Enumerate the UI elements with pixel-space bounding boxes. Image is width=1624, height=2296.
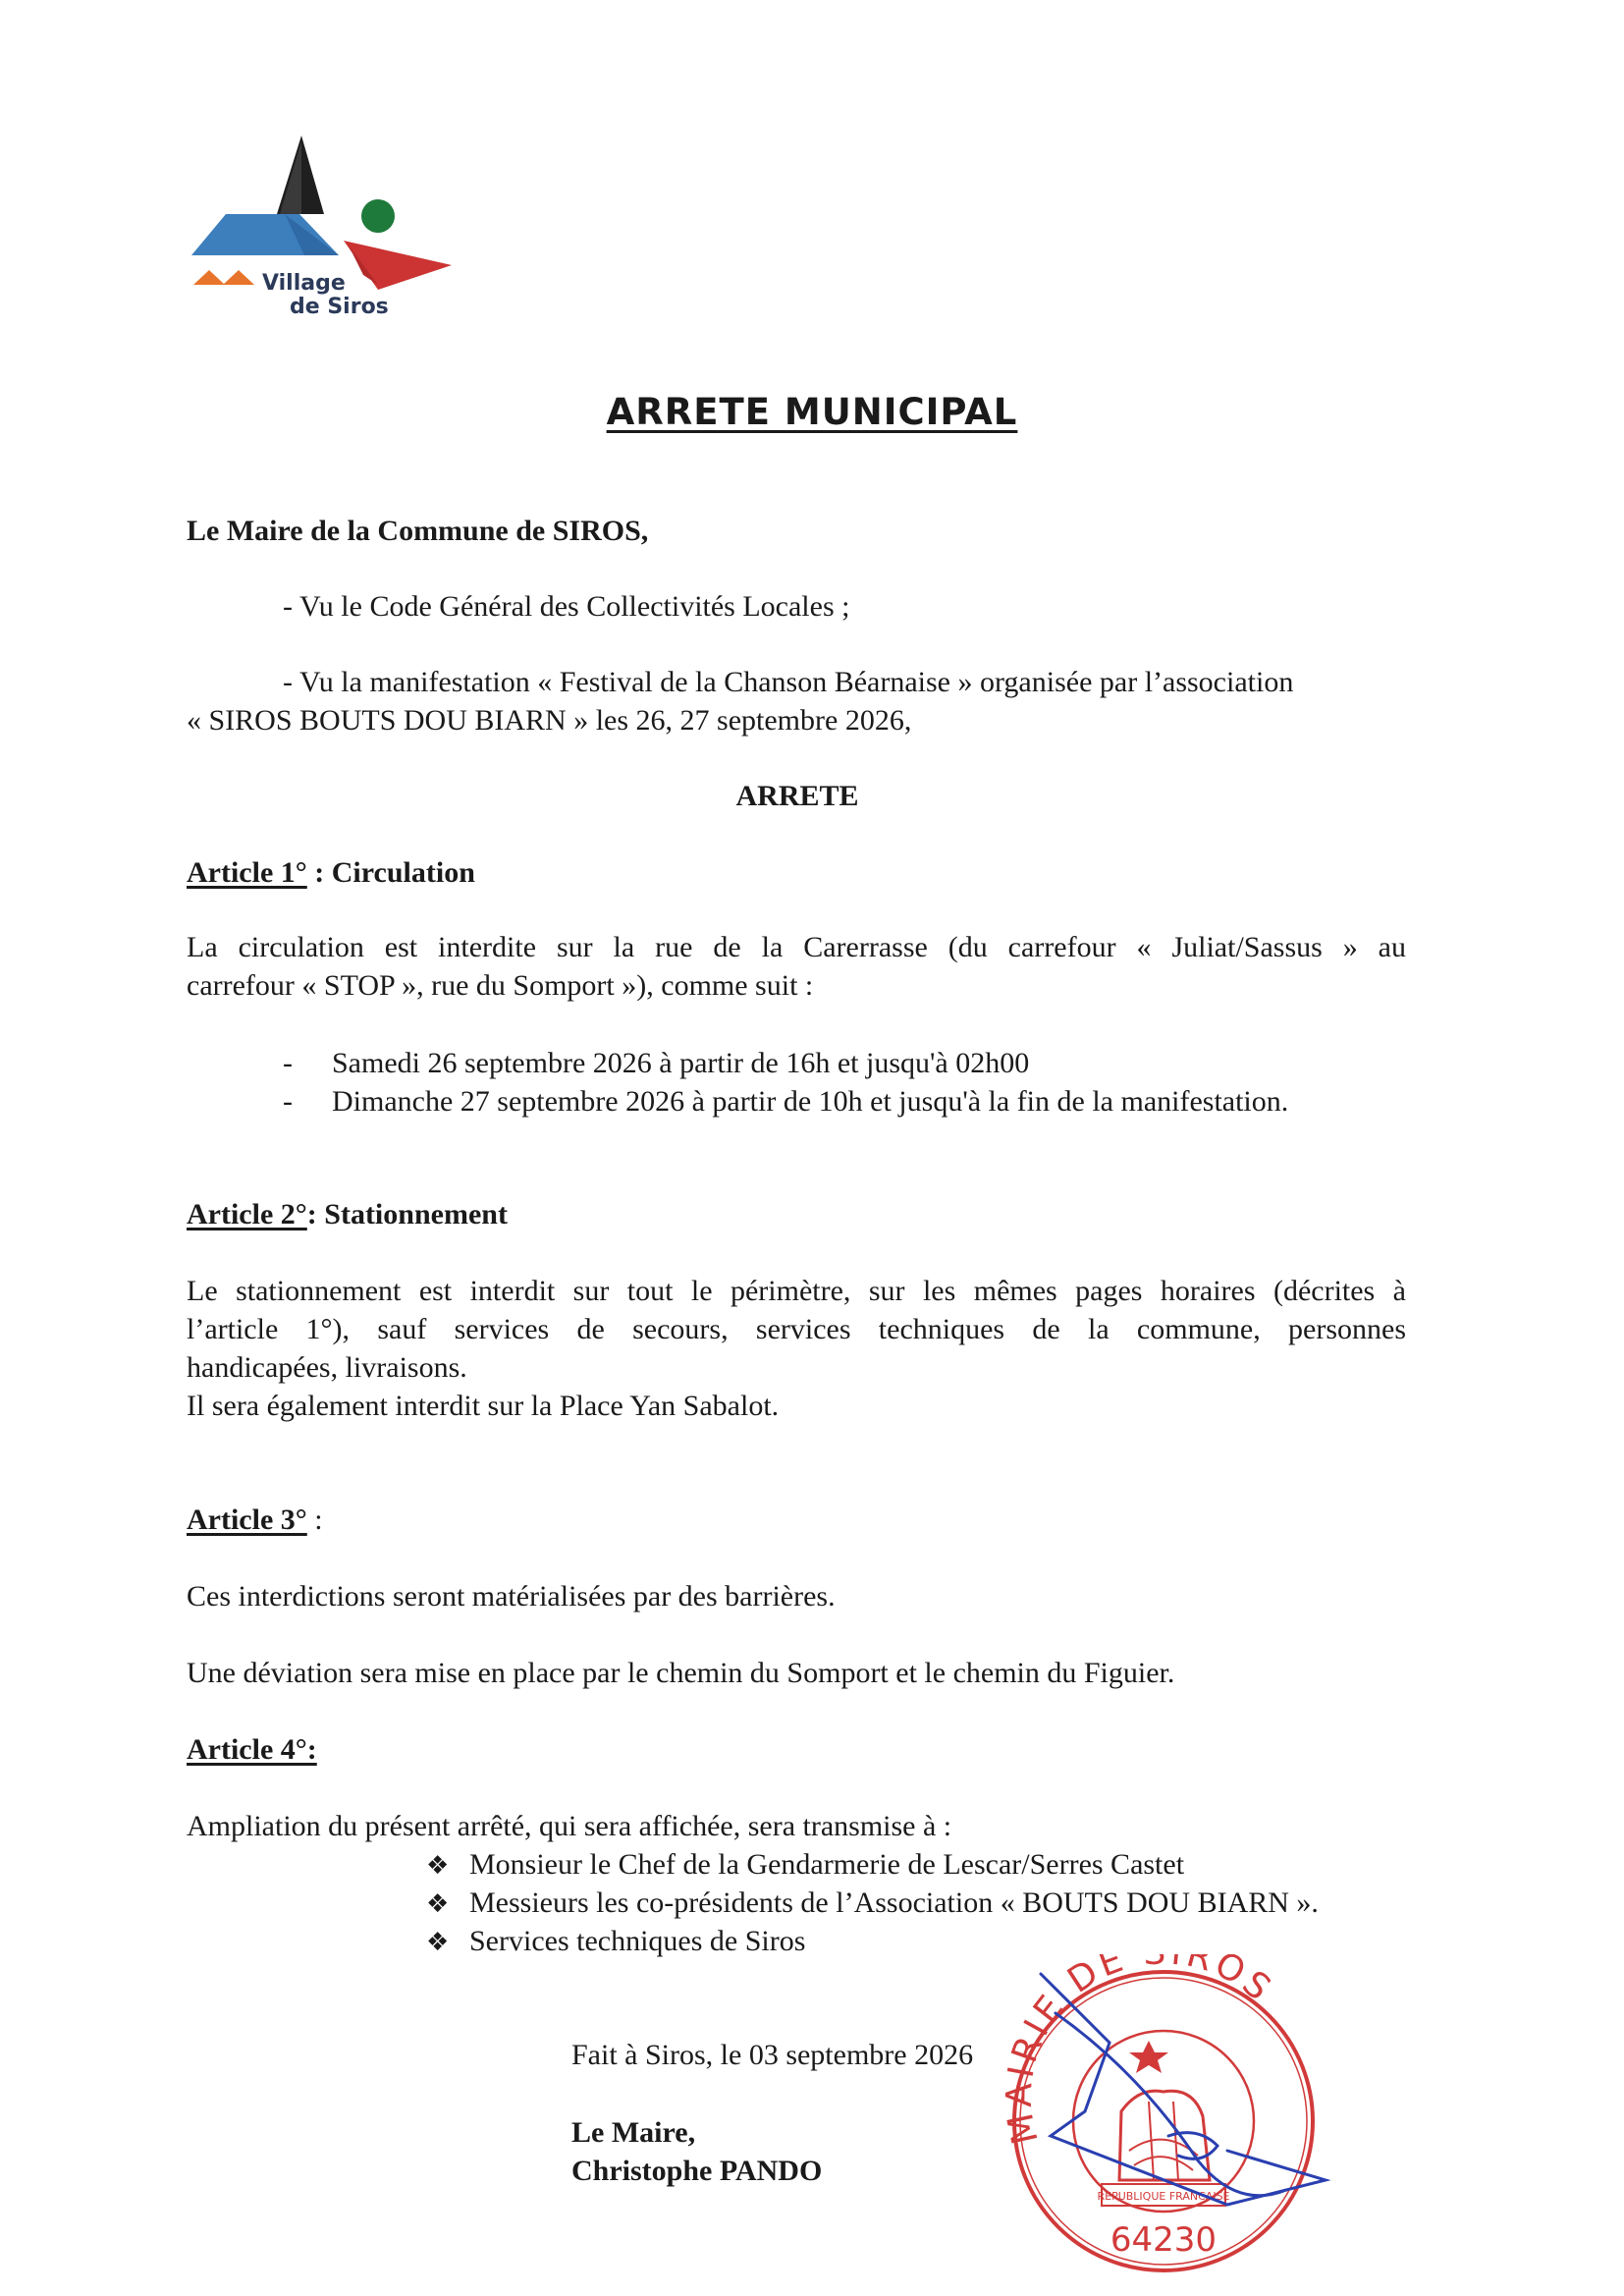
recipient-text: Messieurs les co-présidents de l’Association « BOUTS DOU BIARN ».	[469, 1886, 1319, 1919]
article-1-title: : Circulation	[306, 856, 475, 889]
article-3-line1: Ces interdictions seront matérialisées par des barrières.	[187, 1580, 836, 1613]
article-1-item	[283, 1044, 1029, 1082]
article-1-label: Article 1°	[187, 856, 307, 889]
stamp-inner-text: REPUBLIQUE FRANCAISE	[1097, 2190, 1230, 2203]
recipient-item	[426, 1845, 1184, 1886]
article-1-text-line1: La circulation est interdite sur la rue de la Carerrasse (du carrefour « Juliat/Sassus » au	[187, 931, 1406, 963]
article-3-title: :	[306, 1503, 323, 1536]
article-1-item-text: Samedi 26 septembre 2026 à partir de 16h et jusqu'à 02h00	[332, 1047, 1030, 1079]
article-2-label: Article 2°	[187, 1198, 307, 1230]
recipient-text: Monsieur le Chef de la Gendarmerie de Lescar/Serres Castet	[469, 1848, 1185, 1881]
recipient-item	[426, 1922, 805, 1962]
village-logo	[182, 128, 466, 334]
article-2-line: l’article 1°), sauf services de secours, services techniques de la commune, personnes	[187, 1313, 1406, 1345]
article-1-item	[283, 1082, 1288, 1121]
stamp-postcode: 64230	[1110, 2220, 1218, 2260]
logo-text-line2: de Siros	[290, 295, 389, 319]
logo-text-line1: Village	[262, 271, 346, 296]
article-4-heading: Article 4°:	[187, 1733, 317, 1766]
consideration-festival-cont: « SIROS BOUTS DOU BIARN » les 26, 27 septembre 2026,	[187, 704, 912, 737]
article-1-item-text: Dimanche 27 septembre 2026 à partir de 10h et jusqu'à la fin de la manifestation.	[332, 1085, 1289, 1118]
dash-bullet: -	[283, 1085, 293, 1118]
article-2-heading	[187, 1195, 508, 1233]
recipient-text: Services techniques de Siros	[469, 1925, 806, 1957]
diamond-bullet-icon: ❖	[426, 1851, 450, 1881]
signatory-role: Le Maire,	[571, 2116, 696, 2149]
page-title: ARRETE MUNICIPAL	[606, 391, 1018, 433]
article-3-line2: Une déviation sera mise en place par le chemin du Somport et le chemin du Figuier.	[187, 1657, 1175, 1689]
article-3-heading	[187, 1501, 323, 1539]
stamp-ring-text: MAIRIE DE ROS	[999, 1954, 1281, 2149]
article-4-intro: Ampliation du présent arrêté, qui sera affichée, sera transmise à :	[187, 1810, 952, 1842]
consideration-festival: - Vu la manifestation « Festival de la Chanson Béarnaise » organisée par l’association	[283, 666, 1294, 698]
svg-text:MAIRIE DE SIROS	[1000, 1954, 1281, 2148]
diamond-bullet-icon: ❖	[426, 1928, 450, 1957]
diamond-bullet-icon: ❖	[426, 1889, 450, 1919]
article-2-title: : Stationnement	[306, 1198, 508, 1230]
official-stamp	[992, 1954, 1335, 2288]
article-1-text-line2: carrefour « STOP », rue du Somport »), comme suit :	[187, 969, 814, 1002]
mayor-intro: Le Maire de la Commune de SIROS,	[187, 515, 649, 547]
signatory-name: Christophe PANDO	[571, 2155, 823, 2187]
article-1-heading	[187, 853, 475, 892]
consideration-code: - Vu le Code Général des Collectivités Locales ;	[283, 590, 850, 623]
handwritten-signature	[1041, 1974, 1326, 2205]
article-2-line: Il sera également interdit sur la Place Yan Sabalot.	[187, 1390, 780, 1422]
article-2-line: Le stationnement est interdit sur tout le périmètre, sur les mêmes pages horaires (décrites à	[187, 1275, 1406, 1307]
article-3-label: Article 3°	[187, 1503, 307, 1536]
place-date: Fait à Siros, le 03 septembre 2026	[571, 2039, 974, 2071]
dash-bullet: -	[283, 1047, 293, 1079]
stamp-graphic	[992, 1954, 1335, 2288]
decree-heading: ARRETE	[735, 780, 859, 812]
article-2-line: handicapées, livraisons.	[187, 1351, 467, 1384]
recipient-item	[426, 1884, 1319, 1924]
